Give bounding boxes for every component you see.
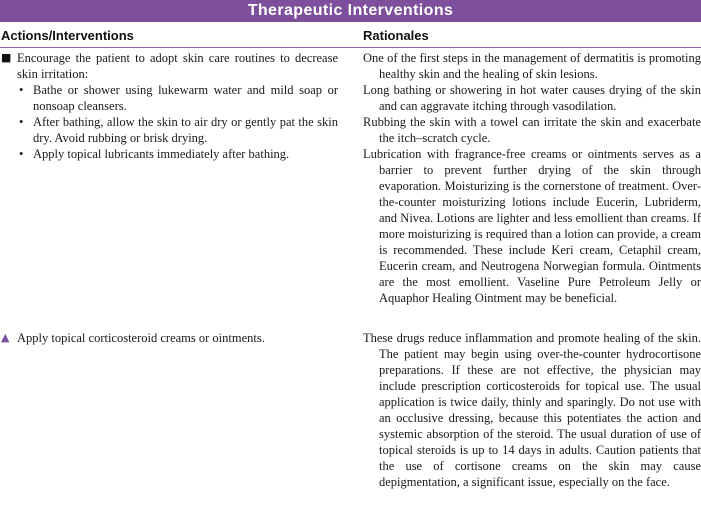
rationale-paragraph: Long bathing or showering in hot water causes drying of the skin and can aggravate itching through vasodilation. [363,83,701,113]
column-header-actions: Actions/Interventions [1,28,134,43]
square-marker-icon: ■ [1,51,12,64]
list-item [0,82,338,114]
table-title: Therapeutic Interventions [247,2,454,19]
bullet-icon: • [19,83,24,97]
bullet-icon: • [19,147,24,161]
list-item [0,146,338,162]
bullet-text: After bathing, allow the skin to air dry or gently pat the skin dry. Avoid rubbing or brisk drying. [33,115,338,145]
bullet-icon: • [19,115,24,129]
list-item [0,114,338,146]
rationale-paragraph: Rubbing the skin with a towel can irritate the skin and exacerbate the itch–scratch cycle. [363,115,701,145]
action-text: Apply topical corticosteroid creams or ointments. [17,331,265,345]
action-text: Encourage the patient to adopt skin care routines to decrease skin irritation: [17,51,338,81]
table-title-banner [0,0,701,22]
rationale-paragraph: These drugs reduce inflammation and promote healing of the skin. The patient may begin using over-the-counter hydrocortisone preparations. If these are not effective, the physician may include prescription corticosteroids for topical use. The usual application is twice daily, thinly and sparingly. Do not use with an occlusive dressing, because this potentiates the action and systemic absorption of the steroid. The usual duration of use of topical steroids is up to 14 days in adults. Caution patients that the use of cortisone creams on the skin may cause depigmentation, a significant issue, especially on the face. [363,331,701,489]
action-cell [0,50,338,162]
action-bullet-list [0,82,338,162]
column-header-rationales: Rationales [363,28,429,43]
triangle-marker-icon: ▲ [1,331,10,344]
rationale-paragraph: One of the first steps in the management of dermatitis is promoting healthy skin and the healing of skin lesions. [363,51,701,81]
rationale-paragraph: Lubrication with fragrance-free creams or ointments serves as a barrier to prevent further drying of the skin through evaporation. Moisturizing is the cornerstone of treatment. Over-the-counter moisturizing lotions include Eucerin, Lubriderm, and Nivea. Lotions are lighter and less emollient than creams. If more moisturizing is required than a lotion can provide, a cream is recommended. These include Keri cream, Cetaphil cream, Eucerin cream, and Neutrogena Norwegian formula. Ointments are the most emollient. Vaseline Pure Petroleum Jelly or Aquaphor Healing Ointment may be beneficial. [363,147,701,305]
bullet-text: Apply topical lubricants immediately after bathing. [33,147,290,161]
rationale-cell [363,50,701,306]
rationale-cell [363,330,701,490]
action-cell [0,330,338,346]
header-divider [0,47,701,48]
bullet-text: Bathe or shower using lukewarm water and mild soap or nonsoap cleansers. [33,83,338,113]
